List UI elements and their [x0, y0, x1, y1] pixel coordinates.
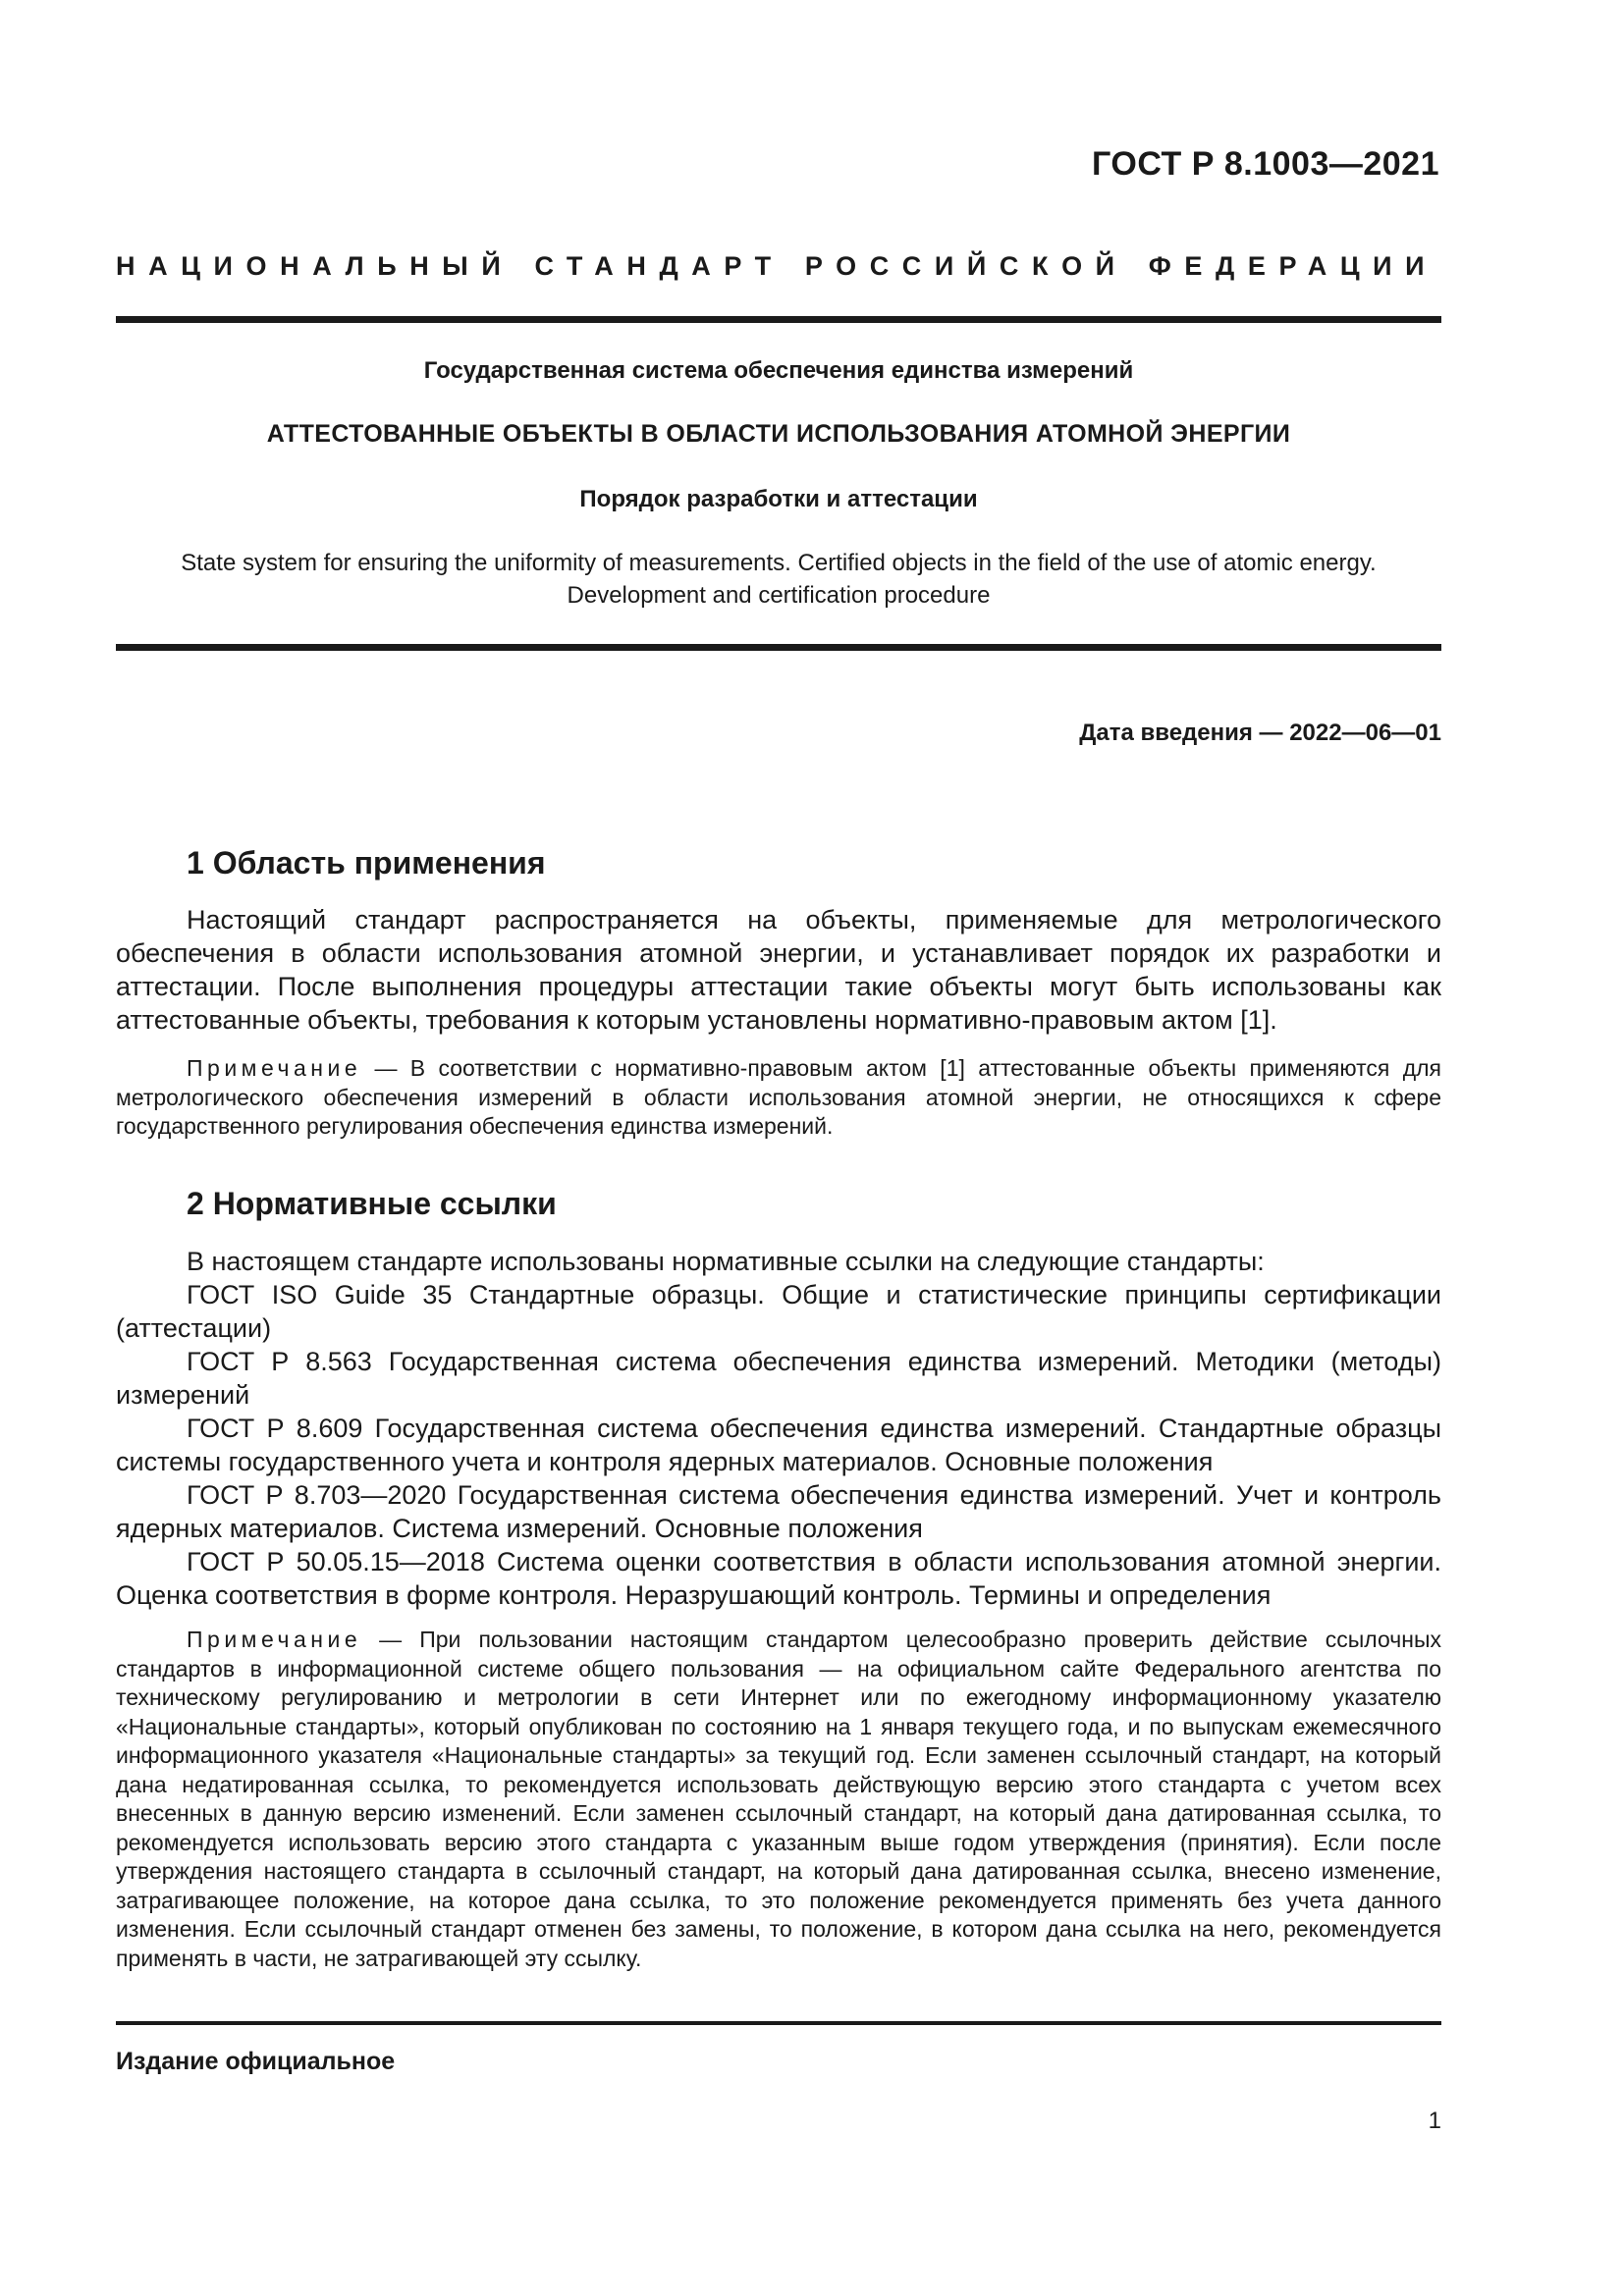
reference-item: ГОСТ Р 8.703—2020 Государственная система обеспечения единства измерений. Учет и контроль ядерных материалов. Система измерений. Основные положения [116, 1480, 1441, 1543]
english-title-line2: Development and certification procedure [567, 582, 991, 609]
section-1-heading: 1 Область применения [187, 845, 546, 881]
note-paragraph [116, 1054, 1441, 1142]
official-edition-label: Издание официальное [116, 2048, 396, 2075]
reference-item: ГОСТ Р 8.609 Государственная система обеспечения единства измерений. Стандартные образцы системы государственного учета и контроля ядерных материалов. Основные положения [116, 1414, 1441, 1476]
section-1-paragraph: Настоящий стандарт распространяется на объекты, применяемые для метрологического обеспечения в области использования атомной энергии, и устанавливает порядок их разработки и аттестации. После выполнения процедуры аттестации такие объекты могут быть использованы как аттестованные объекты, требования к которым установлены нормативно-правовым актом [1]. [116, 905, 1441, 1035]
note-text: — В соответствии с нормативно-правовым актом [1] аттестованные объекты применяются для метрологического обеспечения измерений в области использования атомной энергии, не относящихся к сфере государственного регулирования обеспечения единства измерений. [116, 1055, 1441, 1139]
english-title-line1: State system for ensuring the uniformity of measurements. Certified objects in the field of the use of atomic energy. [181, 550, 1377, 576]
title-bottom-rule [116, 644, 1441, 651]
footer-rule [116, 2021, 1441, 2025]
reference-item: ГОСТ Р 50.05.15—2018 Система оценки соответствия в области использования атомной энергии. Оценка соответствия в форме контроля. Неразрушающий контроль. Термины и определения [116, 1547, 1441, 1610]
section-2-note [116, 1626, 1441, 1973]
top-rule [116, 316, 1441, 323]
page-number: 1 [1428, 2108, 1441, 2134]
sub-title: Порядок разработки и аттестации [579, 486, 978, 512]
note-paragraph [116, 1626, 1441, 1973]
main-title: АТТЕСТОВАННЫЕ ОБЪЕКТЫ В ОБЛАСТИ ИСПОЛЬЗОВАНИЯ АТОМНОЙ ЭНЕРГИИ [266, 420, 1291, 448]
reference-item: ГОСТ ISO Guide 35 Стандартные образцы. Общие и статистические принципы сертификации (аттестации) [116, 1280, 1441, 1343]
system-title: Государственная система обеспечения единства измерений [423, 357, 1134, 384]
note-label: Примечание [187, 1055, 362, 1081]
reference-item: ГОСТ Р 8.563 Государственная система обеспечения единства измерений. Методики (методы) измерений [116, 1347, 1441, 1410]
section-1-note [116, 1054, 1441, 1142]
note-text: — При пользовании настоящим стандартом целесообразно проверить действие ссылочных стандартов в информационной системе общего пользования — на официальном сайте Федерального агентства по техническому регулированию и метрологии в сети Интернет или по ежегодному информационному указателю «Национальные стандарты», который опубликован по состоянию на 1 января текущего года, и по выпускам ежемесячного информационного указателя «Национальные стандарты» за текущий год. Если заменен ссылочный стандарт, на который дана недатированная ссылка, то рекомендуется использовать действующую версию этого стандарта с учетом всех внесенных в данную версию изменений. Если заменен ссылочный стандарт, на который дана датированная ссылка, то рекомендуется использовать версию этого стандарта с указанным выше годом утверждения (принятия). Если после утверждения настоящего стандарта в ссылочный стандарт, на который дана датированная ссылка, внесено изменение, затрагивающее положение, на которое дана ссылка, то это положение рекомендуется применять без учета данного изменения. Если ссылочный стандарт отменен без замены, то положение, в котором дана ссылка на него, рекомендуется применять в части, не затрагивающей эту ссылку. [116, 1627, 1441, 1971]
section-2-intro: В настоящем стандарте использованы нормативные ссылки на следующие стандарты: [187, 1247, 1265, 1276]
section-2-heading: 2 Нормативные ссылки [187, 1186, 557, 1221]
section-1-body [116, 903, 1441, 1037]
english-title [116, 547, 1441, 612]
standard-designation: ГОСТ Р 8.1003—2021 [1092, 145, 1439, 183]
note-label: Примечание [187, 1627, 362, 1652]
introduction-date: Дата введения — 2022—06—01 [1079, 720, 1441, 746]
national-standard-banner: НАЦИОНАЛЬНЫЙ СТАНДАРТ РОССИЙСКОЙ ФЕДЕРАЦИИ [116, 251, 1438, 281]
section-2-body [116, 1245, 1441, 1612]
